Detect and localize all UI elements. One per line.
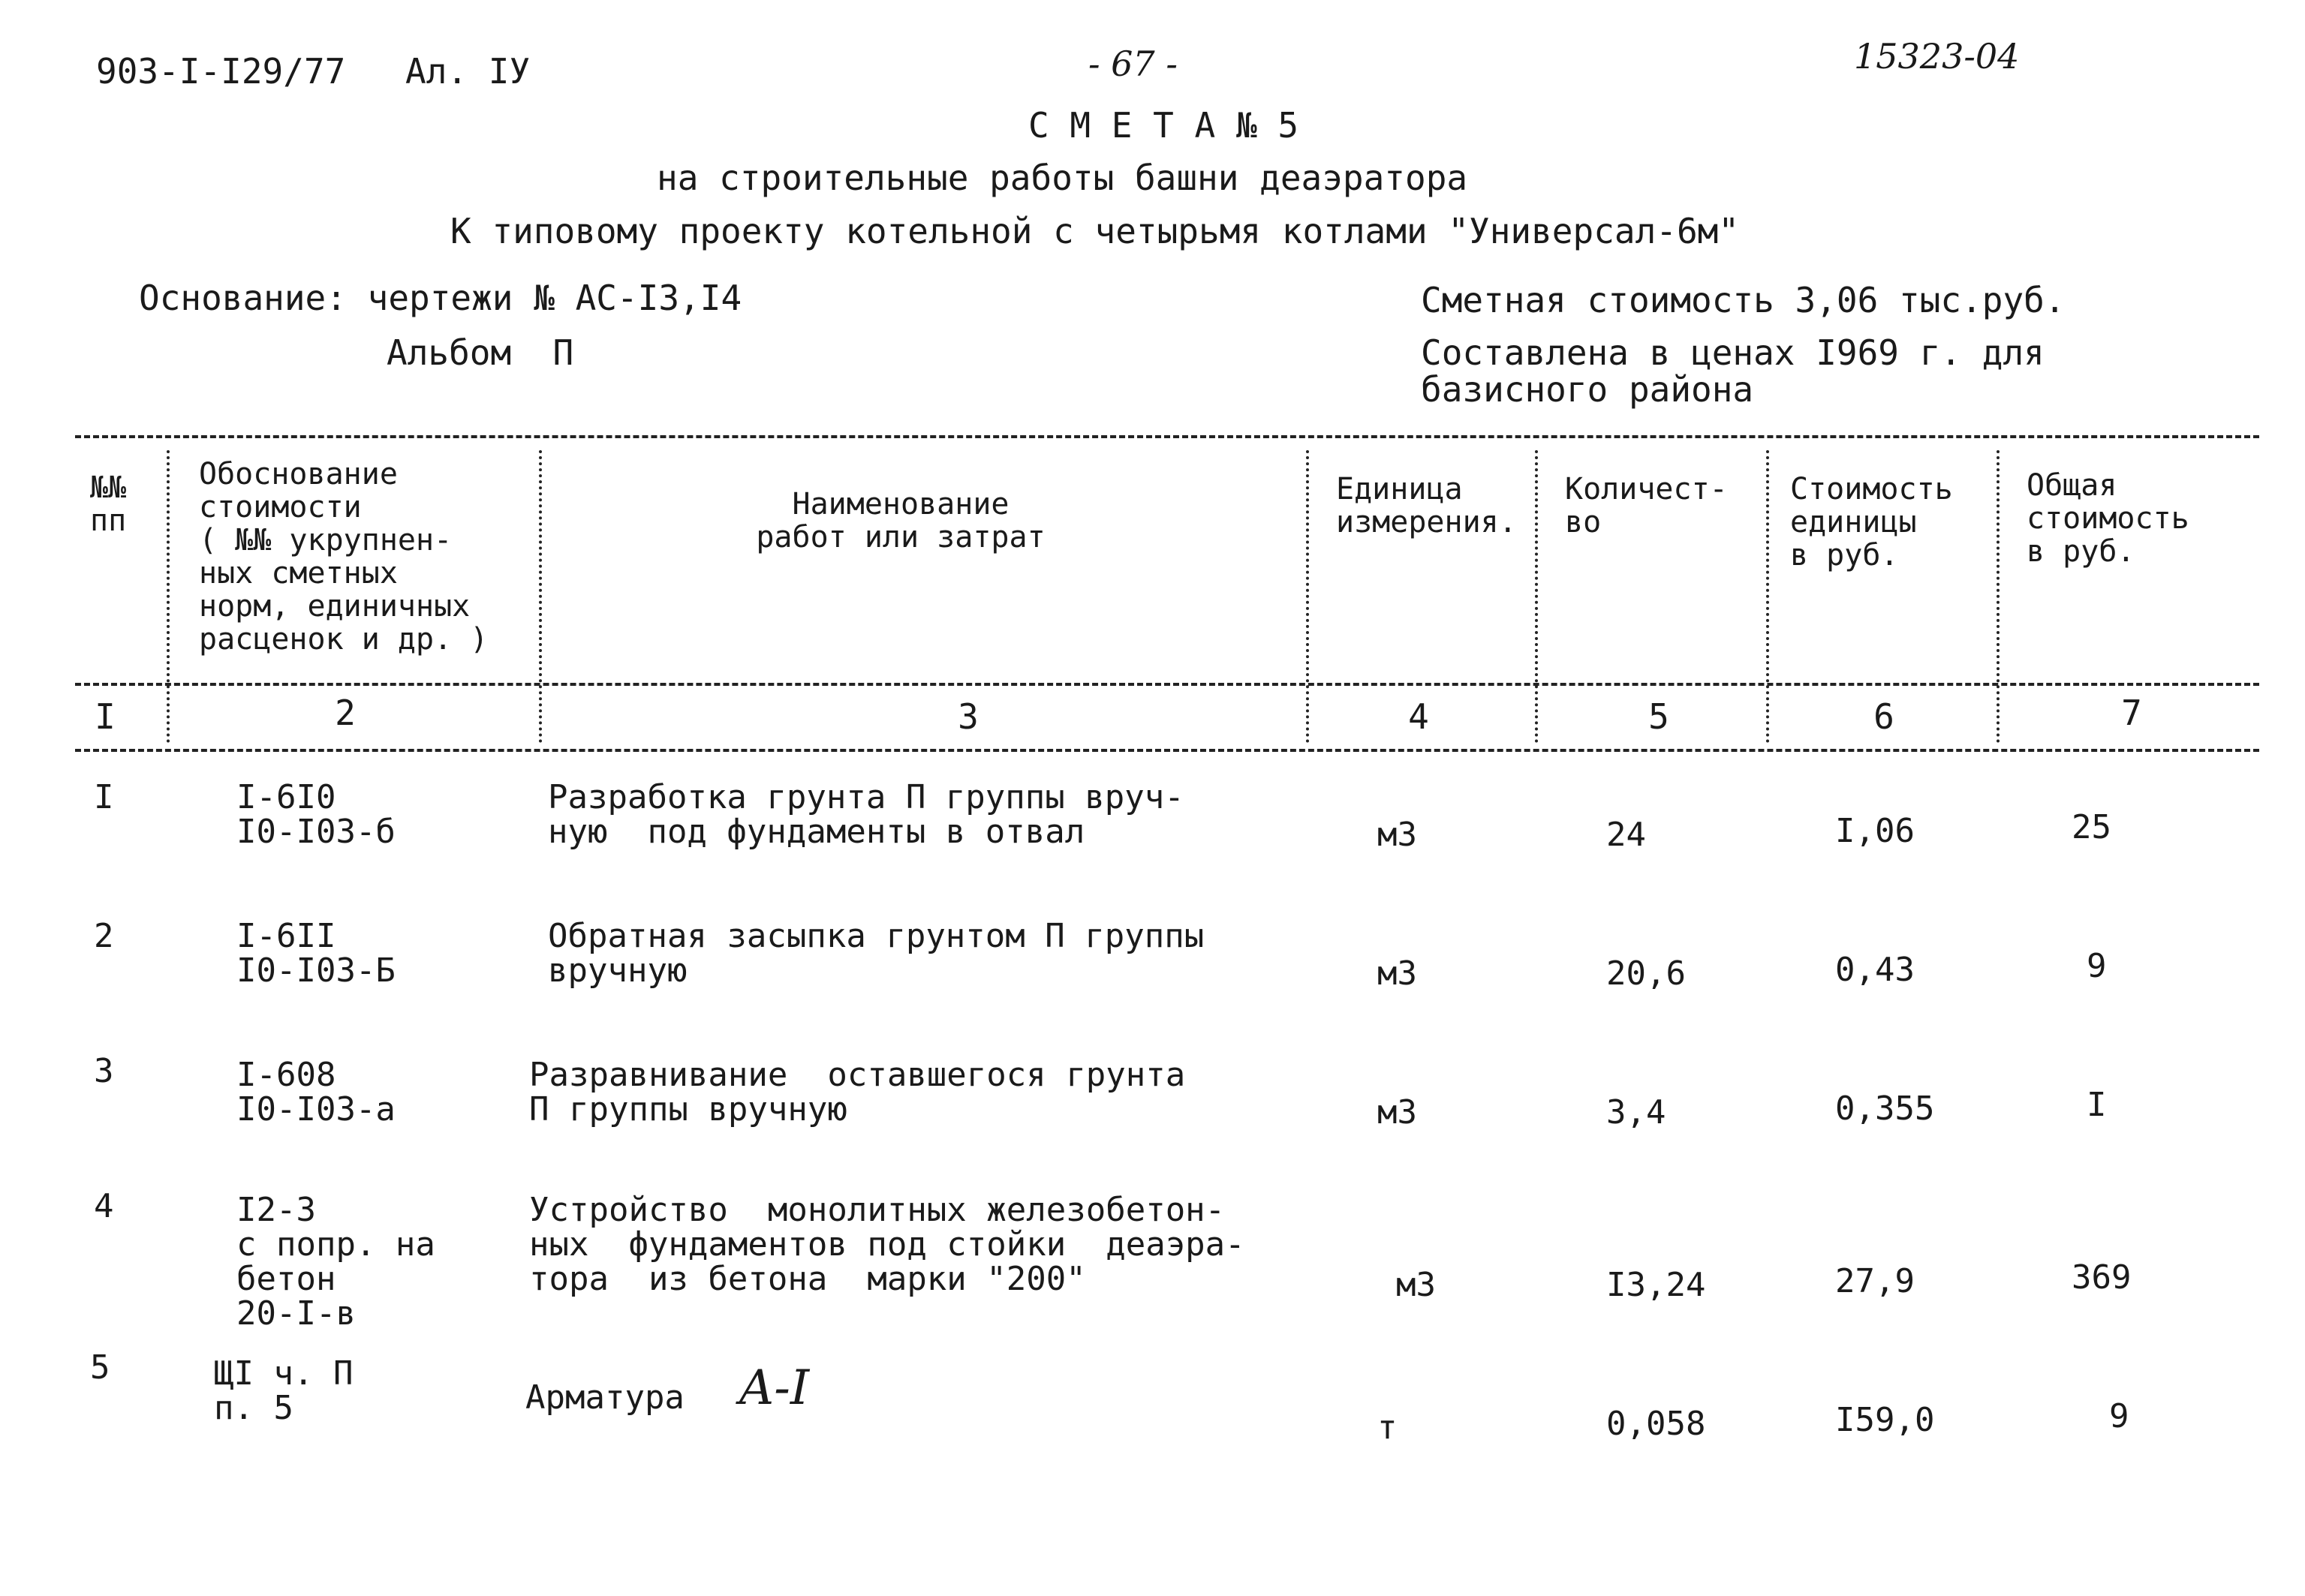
total-cost: 25 <box>2072 808 2111 846</box>
quantity: 20,6 <box>1606 954 1686 993</box>
work-name: Обратная засыпка грунтом П группы вручную <box>548 917 1205 990</box>
album-reference: Ал. IУ <box>405 51 531 92</box>
column-separator <box>1997 450 2000 743</box>
work-name: Устройство монолитных железобетон- ных фундаментов под стойки деаэра- тора из бетона марки "200" <box>529 1191 1245 1298</box>
row-number: 3 <box>94 1052 114 1090</box>
unit: т <box>1377 1408 1398 1447</box>
column-number: 5 <box>1648 696 1669 737</box>
unit-cost: I,06 <box>1835 812 1915 850</box>
total-cost: I <box>2087 1086 2107 1124</box>
cost-basis: I-608 I0-I03-а <box>236 1056 396 1129</box>
total-cost: 369 <box>2072 1258 2132 1297</box>
album-label: Альбом П <box>387 332 574 373</box>
total-cost: 9 <box>2109 1397 2129 1435</box>
handwritten-rebar-class: A-I <box>739 1360 810 1416</box>
cost-basis: I-6II I0-I03-Б <box>236 917 396 990</box>
handwritten-number: 15323-04 <box>1854 36 2020 77</box>
table-top-rule <box>75 435 2259 438</box>
estimated-cost: Сметная стоимость 3,06 тыс.руб. <box>1421 280 2066 320</box>
unit: м3 <box>1377 1093 1417 1132</box>
unit-cost: 27,9 <box>1835 1262 1915 1300</box>
subtitle-line-2: К типовому проекту котельной с четырьмя котлами "Универсал-6м" <box>450 211 1740 251</box>
row-number: I <box>94 778 114 816</box>
unit: м3 <box>1396 1266 1436 1304</box>
header-quantity: Количест- во <box>1565 472 1728 540</box>
row-number: 2 <box>94 917 114 955</box>
cost-basis: I2-3 с попр. на бетон 20-I-в <box>236 1191 435 1333</box>
header-row-number: №№ пп <box>90 470 127 538</box>
quantity: 24 <box>1606 816 1646 854</box>
header-cost-basis: Обоснование стоимости ( №№ укрупнен- ных сметных норм, единичных расценок и др. ) <box>199 457 489 657</box>
project-code: 903-I-I29/77 <box>96 51 346 92</box>
header-work-name: Наименование работ или затрат <box>756 487 1046 555</box>
column-number: 4 <box>1408 696 1429 737</box>
quantity: I3,24 <box>1606 1266 1706 1304</box>
quantity: 0,058 <box>1606 1405 1706 1443</box>
column-separator <box>167 450 170 743</box>
unit-cost: I59,0 <box>1835 1401 1935 1439</box>
cost-basis: I-6I0 I0-I03-б <box>236 778 396 851</box>
unit-cost: 0,355 <box>1835 1090 1935 1128</box>
subtitle-line-1: на строительные работы башни деаэратора <box>657 158 1468 198</box>
basis-label: Основание: чертежи № АС-I3,I4 <box>139 278 742 318</box>
column-number: 2 <box>335 693 356 733</box>
unit: м3 <box>1377 954 1417 993</box>
unit-cost: 0,43 <box>1835 951 1915 989</box>
prices-line-1: Составлена в ценах I969 г. для <box>1421 332 2045 373</box>
header-total-cost: Общая стоимость в руб. <box>2027 468 2189 569</box>
cost-basis: ЩI ч. П п. 5 <box>214 1354 354 1427</box>
row-number: 4 <box>94 1187 114 1225</box>
column-separator <box>1306 450 1309 743</box>
column-number-rule <box>75 749 2259 752</box>
total-cost: 9 <box>2087 947 2107 985</box>
work-name: Разравнивание оставшегося грунта П группы вручную <box>529 1056 1186 1129</box>
header-unit: Единица измерения. <box>1336 472 1517 540</box>
column-separator <box>1766 450 1769 743</box>
work-name: Арматура <box>525 1378 685 1417</box>
document-title: С М Е Т А № 5 <box>1028 105 1299 146</box>
column-number: I <box>95 696 116 737</box>
row-number: 5 <box>90 1348 110 1387</box>
page-number: - 67 - <box>1088 44 1178 84</box>
column-number: 6 <box>1873 696 1894 737</box>
unit: м3 <box>1377 816 1417 854</box>
column-separator <box>1535 450 1538 743</box>
column-separator <box>539 450 542 743</box>
work-name: Разработка грунта П группы вруч- ную под фундаменты в отвал <box>548 778 1184 851</box>
column-number: 3 <box>958 696 979 737</box>
quantity: 3,4 <box>1606 1093 1666 1132</box>
header-bottom-rule <box>75 683 2259 686</box>
header-unit-cost: Стоимость единицы в руб. <box>1790 472 1953 573</box>
prices-line-2: базисного района <box>1421 369 1754 410</box>
column-number: 7 <box>2121 693 2142 733</box>
